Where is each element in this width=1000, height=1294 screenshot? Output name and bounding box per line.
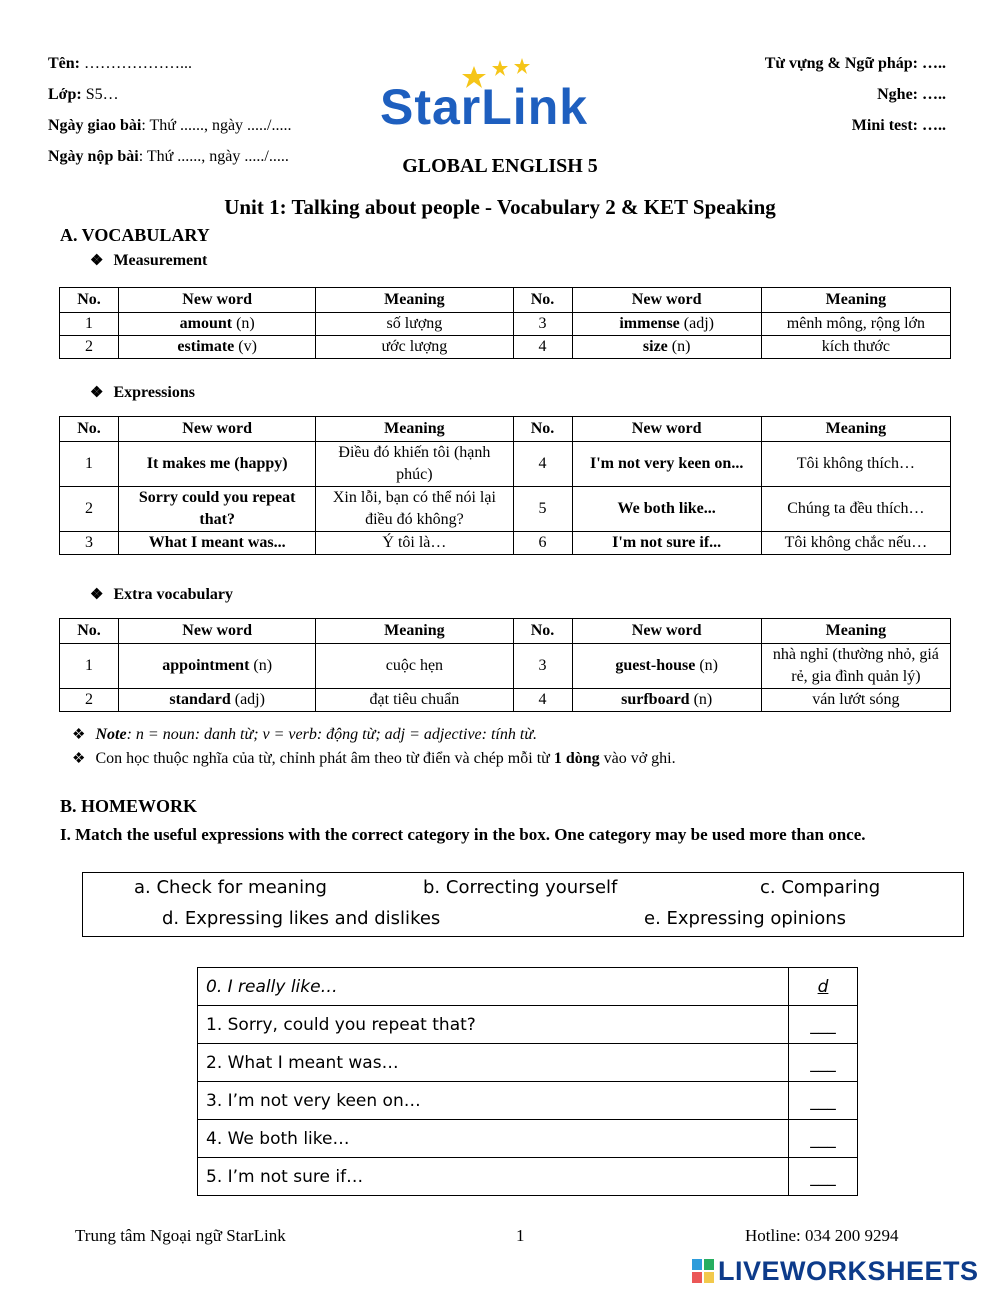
footer-center-name: Trung tâm Ngoại ngữ StarLink xyxy=(75,1226,286,1245)
col-header: New word xyxy=(119,288,316,313)
expression-text: 4. We both like… xyxy=(198,1120,789,1158)
match-row xyxy=(198,1158,858,1196)
table-row: 3 What I meant was... Ý tôi là… 6 I'm not sure if... Tôi không chắc nếu… xyxy=(60,532,951,555)
col-header: Meaning xyxy=(761,288,950,313)
answer-blank[interactable]: ___ xyxy=(789,1006,858,1044)
expressions-heading: ❖ Expressions xyxy=(90,384,195,401)
diamond-bullet-icon: ❖ xyxy=(72,751,86,767)
measurement-table xyxy=(59,287,951,359)
starlink-logo xyxy=(380,58,620,138)
table-row: 2 standard (adj) đạt tiêu chuẩn 4 surfboard (n) ván lướt sóng xyxy=(60,689,951,712)
assign-date-line: Ngày giao bài: Thứ ......, ngày ...../..... xyxy=(48,117,292,134)
table-row: 1 appointment (n) cuộc hẹn 3 guest-house (n) nhà nghỉ (thường nhỏ, giá rẻ, gia đình quản lý) xyxy=(60,644,951,689)
answer-blank[interactable]: ___ xyxy=(789,1120,858,1158)
category-a: a. Check for meaning xyxy=(134,877,327,898)
liveworksheets-text: LIVEWORKSHEETS xyxy=(718,1256,979,1286)
expressions-table xyxy=(59,416,951,555)
page-number: 1 xyxy=(516,1226,525,1245)
col-header: No. xyxy=(60,417,119,442)
match-row xyxy=(198,1044,858,1082)
class-line: Lớp: S5… xyxy=(48,86,119,103)
table-row: 1 It makes me (happy) Điều đó khiến tôi (hạnh phúc) 4 I'm not very keen on... Tôi không thích… xyxy=(60,442,951,487)
match-row xyxy=(198,1120,858,1158)
submit-date-line: Ngày nộp bài: Thứ ......, ngày ...../..... xyxy=(48,148,289,165)
expression-text: 1. Sorry, could you repeat that? xyxy=(198,1006,789,1044)
match-row xyxy=(198,1082,858,1120)
liveworksheets-brand xyxy=(692,1256,992,1286)
vocab-grammar-score: Từ vựng & Ngữ pháp: ….. xyxy=(764,55,946,72)
hotline: Hotline: 034 200 9294 xyxy=(745,1226,899,1245)
table-row: 1 amount (n) số lượng 3 immense (adj) mênh mông, rộng lớn xyxy=(60,313,951,336)
col-header: New word xyxy=(572,417,761,442)
extra-vocabulary-heading: ❖ Extra vocabulary xyxy=(90,586,233,603)
col-header: No. xyxy=(513,417,572,442)
logo-text: StarLink xyxy=(380,79,589,135)
expression-text: 5. I’m not sure if… xyxy=(198,1158,789,1196)
answer-blank[interactable]: ___ xyxy=(789,1082,858,1120)
col-header: No. xyxy=(513,288,572,313)
answer-blank[interactable]: ___ xyxy=(789,1044,858,1082)
diamond-bullet-icon: ❖ xyxy=(90,253,104,269)
course-title: GLOBAL ENGLISH 5 xyxy=(402,155,598,177)
col-header: New word xyxy=(572,619,761,644)
col-header: No. xyxy=(513,619,572,644)
note-line: ❖ Note: n = noun: danh từ; v = verb: động từ; adj = adjective: tính từ. xyxy=(72,726,538,743)
instruction-line: ❖ Con học thuộc nghĩa của từ, chỉnh phát âm theo từ điển và chép mỗi từ 1 dòng vào vở ghi. xyxy=(72,750,676,767)
diamond-bullet-icon: ❖ xyxy=(90,385,104,401)
unit-title: Unit 1: Talking about people - Vocabulary 2 & KET Speaking xyxy=(224,195,776,219)
task-1-instruction: I. Match the useful expressions with the correct category in the box. One category may be used more than once. xyxy=(60,825,866,844)
liveworksheets-logo-icon xyxy=(692,1259,714,1283)
category-e: e. Expressing opinions xyxy=(644,908,847,929)
expression-text: 2. What I meant was… xyxy=(198,1044,789,1082)
extra-vocabulary-table xyxy=(59,618,951,712)
category-d: d. Expressing likes and dislikes xyxy=(162,908,441,929)
name-line: Tên: ………………... xyxy=(48,55,192,72)
category-b: b. Correcting yourself xyxy=(423,877,618,898)
col-header: Meaning xyxy=(761,619,950,644)
table-row: 2 estimate (v) ước lượng 4 size (n) kích thước xyxy=(60,336,951,359)
col-header: Meaning xyxy=(316,417,513,442)
answer-example: d xyxy=(789,968,858,1006)
col-header: Meaning xyxy=(316,619,513,644)
expression-text: 3. I’m not very keen on… xyxy=(198,1082,789,1120)
listening-score: Nghe: ….. xyxy=(877,86,946,103)
table-row: 2 Sorry could you repeat that? Xin lỗi, bạn có thể nói lại điều đó không? 5 We both like... Chúng ta đều thích… xyxy=(60,487,951,532)
col-header: New word xyxy=(119,417,316,442)
expression-text: 0. I really like… xyxy=(198,968,789,1006)
section-a-title: A. VOCABULARY xyxy=(60,225,210,245)
matching-table xyxy=(197,967,858,1196)
mini-test-score: Mini test: ….. xyxy=(851,117,946,134)
section-b-title: B. HOMEWORK xyxy=(60,796,198,816)
match-row xyxy=(198,1006,858,1044)
category-c: c. Comparing xyxy=(760,877,881,898)
match-row xyxy=(198,968,858,1006)
measurement-heading: ❖ Measurement xyxy=(90,252,208,269)
col-header: No. xyxy=(60,619,119,644)
col-header: Meaning xyxy=(761,417,950,442)
col-header: New word xyxy=(572,288,761,313)
diamond-bullet-icon: ❖ xyxy=(72,727,86,743)
col-header: No. xyxy=(60,288,119,313)
diamond-bullet-icon: ❖ xyxy=(90,587,104,603)
col-header: Meaning xyxy=(316,288,513,313)
category-box xyxy=(82,872,964,937)
answer-blank[interactable]: ___ xyxy=(789,1158,858,1196)
col-header: New word xyxy=(119,619,316,644)
